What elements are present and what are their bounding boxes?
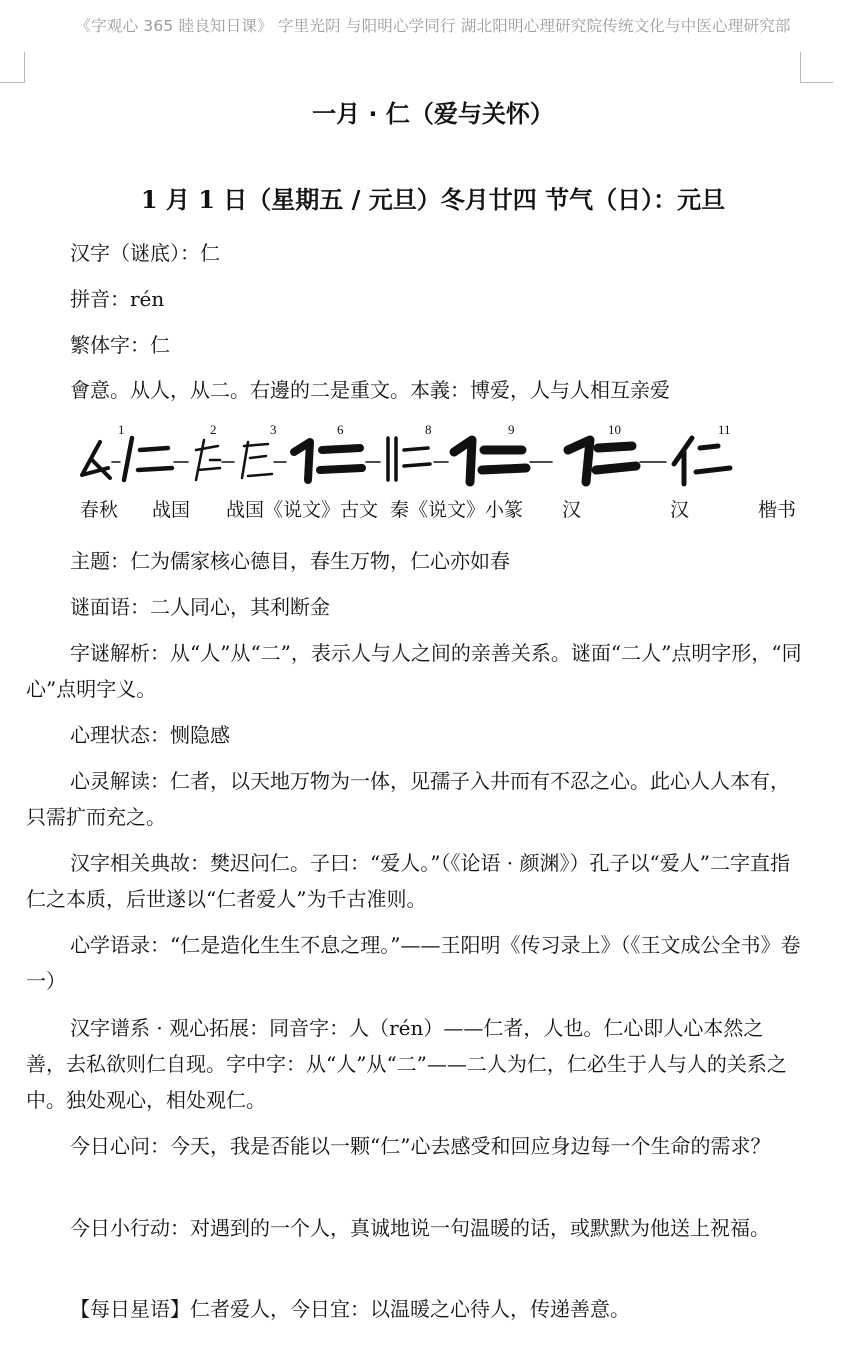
- character-evolution-image: [70, 420, 815, 532]
- paragraph-star: 【每日星语】仁者爱人，今日宜：以温暖之心待人，传递善意。: [70, 1297, 630, 1321]
- paragraph-question: 今日心问：今天，我是否能以一颗“仁”心去感受和回应身边每一个生命的需求？: [70, 1134, 771, 1158]
- stage-number: 11: [718, 422, 731, 437]
- glyph-shuowen-guwen: [242, 442, 272, 478]
- stage-number: 1: [118, 422, 125, 437]
- margin-corner-left: [0, 52, 25, 83]
- stage-number: 2: [210, 422, 217, 437]
- stage-caption: 战国: [152, 499, 191, 521]
- glyph-chunqiu: [82, 442, 110, 478]
- character-evolution-strip: [70, 420, 815, 532]
- stage-caption: 楷书: [758, 499, 797, 521]
- line-theme: 主题：仁为儒家核心德目，春生万物，仁心亦如春: [70, 549, 510, 573]
- glyph-shuowen-xiaozhuan: [388, 438, 430, 480]
- line-riddle: 谜面语：二人同心，其利断金: [70, 595, 330, 619]
- stage-caption: 战国《说文》古文: [226, 499, 379, 521]
- paragraph-action: 今日小行动：对遇到的一个人，真诚地说一句温暖的话，或默默为他送上祝福。: [70, 1216, 770, 1240]
- glyph-han-2: [568, 440, 636, 482]
- evolution-captions: [80, 499, 796, 521]
- line-pinyin: 拼音：rén: [70, 287, 165, 311]
- stage-number: 8: [425, 422, 432, 437]
- glyph-qin: [294, 442, 362, 480]
- stage-number: 10: [608, 422, 621, 437]
- line-state: 心理状态：恻隐感: [70, 723, 230, 747]
- month-title: 一月 · 仁（爱与关怀）: [312, 100, 554, 128]
- paragraph-allusion: 汉字相关典故：樊迟问仁。子曰：“爱人。”（《论语 · 颜渊》）孔子以“爱人”二字直指仁之本质，后世遂以“仁者爱人”为千古准则。: [26, 851, 790, 911]
- glyph-zhanguo-2: [196, 440, 220, 480]
- paragraph-quote: 心学语录：“仁是造化生生不息之理。”——王阳明《传习录上》（《王文成公全书》卷一）: [26, 933, 801, 993]
- paragraph-analysis: 字谜解析：从“人”从“二”，表示人与人之间的亲善关系。谜面“二人”点明字形，“同心”点明字义。: [26, 641, 802, 701]
- stage-number: 9: [508, 422, 515, 437]
- margin-corner-right: [800, 52, 833, 83]
- evolution-numbers: [118, 422, 731, 437]
- stage-caption: 秦《说文》小篆: [390, 499, 524, 521]
- day-title: 1 月 1 日（星期五 / 元旦）冬月廿四 节气（日）：元旦: [140, 185, 726, 214]
- stage-caption: 汉: [562, 499, 582, 521]
- stage-caption: 汉: [670, 499, 690, 521]
- document-header: 《字观心 365 睦良知日课》 字里光阴 与阳明心学同行 湖北阳明心理研究院传统文化与中医心理研究部: [75, 17, 791, 35]
- glyph-han: [454, 440, 526, 482]
- stage-number: 3: [270, 422, 277, 437]
- paragraph-genealogy: 汉字谱系 · 观心拓展：同音字：人（rén）——仁者，人也。仁心即人心本然之善，去私欲则仁自现。字中字：从“人”从“二”——二人为仁，仁必生于人与人的关系之中。独处观心，相处观仁。: [26, 1016, 787, 1112]
- glyph-zhanguo: [124, 438, 172, 480]
- line-huiyi: 會意。从人，从二。右邊的二是重文。本義：博爱，人与人相互亲爱: [70, 378, 670, 402]
- stage-number: 6: [337, 422, 344, 437]
- stage-caption: 春秋: [80, 499, 119, 521]
- line-traditional: 繁体字：仁: [70, 333, 170, 357]
- paragraph-interpretation: 心灵解读：仁者，以天地万物为一体，见孺子入井而有不忍之心。此心人人本有，只需扩而充之。: [26, 769, 790, 829]
- glyph-kaishu: [674, 438, 730, 484]
- line-char: 汉字（谜底）：仁: [70, 241, 220, 265]
